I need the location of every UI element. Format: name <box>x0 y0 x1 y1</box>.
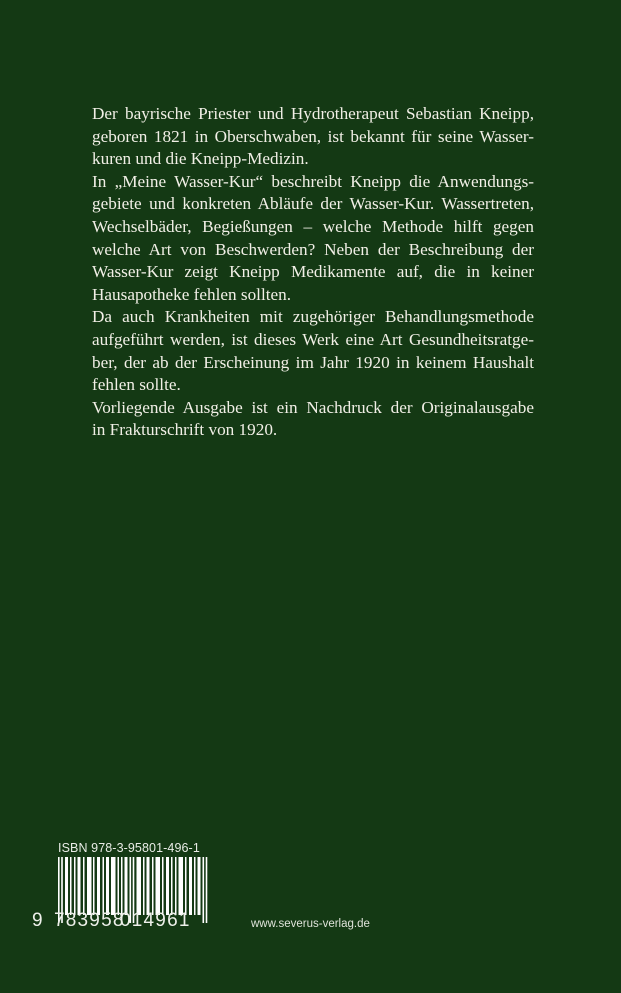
isbn-label: ISBN 978-3-95801-496-1 <box>58 841 200 855</box>
publisher-url: www.severus-verlag.de <box>251 918 370 930</box>
blurb-line: in Frakturschrift von 1920. <box>92 420 278 440</box>
blurb-line: ber, der ab der Erscheinung im Jahr 1920 in keinem Haushalt <box>92 352 534 372</box>
blurb-line: welche Art von Beschwerden? Neben der Beschreibung der <box>92 239 534 259</box>
blurb-line: Vorliegende Ausgabe ist ein Nachdruck der Originalausgabe <box>92 397 534 417</box>
isbn-barcode-block <box>32 841 202 936</box>
blurb-line: Hausapotheke fehlen sollten. <box>92 284 292 304</box>
blurb-line: Wechselbäder, Begießungen – welche Methode hilft gegen <box>92 216 534 236</box>
back-cover-blurb <box>92 103 534 442</box>
blurb-line: aufgeführt werden, ist dieses Werk eine Art Gesundheitsratge- <box>92 329 534 349</box>
barcode-first-digit: 9 <box>32 910 43 931</box>
blurb-line: In „Meine Wasser-Kur“ beschreibt Kneipp die Anwendungs- <box>92 171 534 191</box>
blurb-line: geboren 1821 in Oberschwaben, ist bekannt für seine Wasser- <box>92 126 534 146</box>
blurb-line: Wasser-Kur zeigt Kneipp Medikamente auf, die in keiner <box>92 262 534 282</box>
blurb-line: fehlen sollte. <box>92 375 181 395</box>
blurb-line: gebiete und konkreten Abläufe der Wasser-Kur. Wassertreten, <box>92 194 534 214</box>
barcode-left-digits: 783958 <box>54 910 125 931</box>
blurb-line: Da auch Krankheiten mit zugehöriger Behandlungsmethode <box>92 307 534 327</box>
blurb-line: Der bayrische Priester und Hydrotherapeut Sebastian Kneipp, <box>92 104 534 123</box>
barcode-right-digits: 014961 <box>120 910 191 931</box>
blurb-line: kuren und die Kneipp-Medizin. <box>92 149 309 169</box>
